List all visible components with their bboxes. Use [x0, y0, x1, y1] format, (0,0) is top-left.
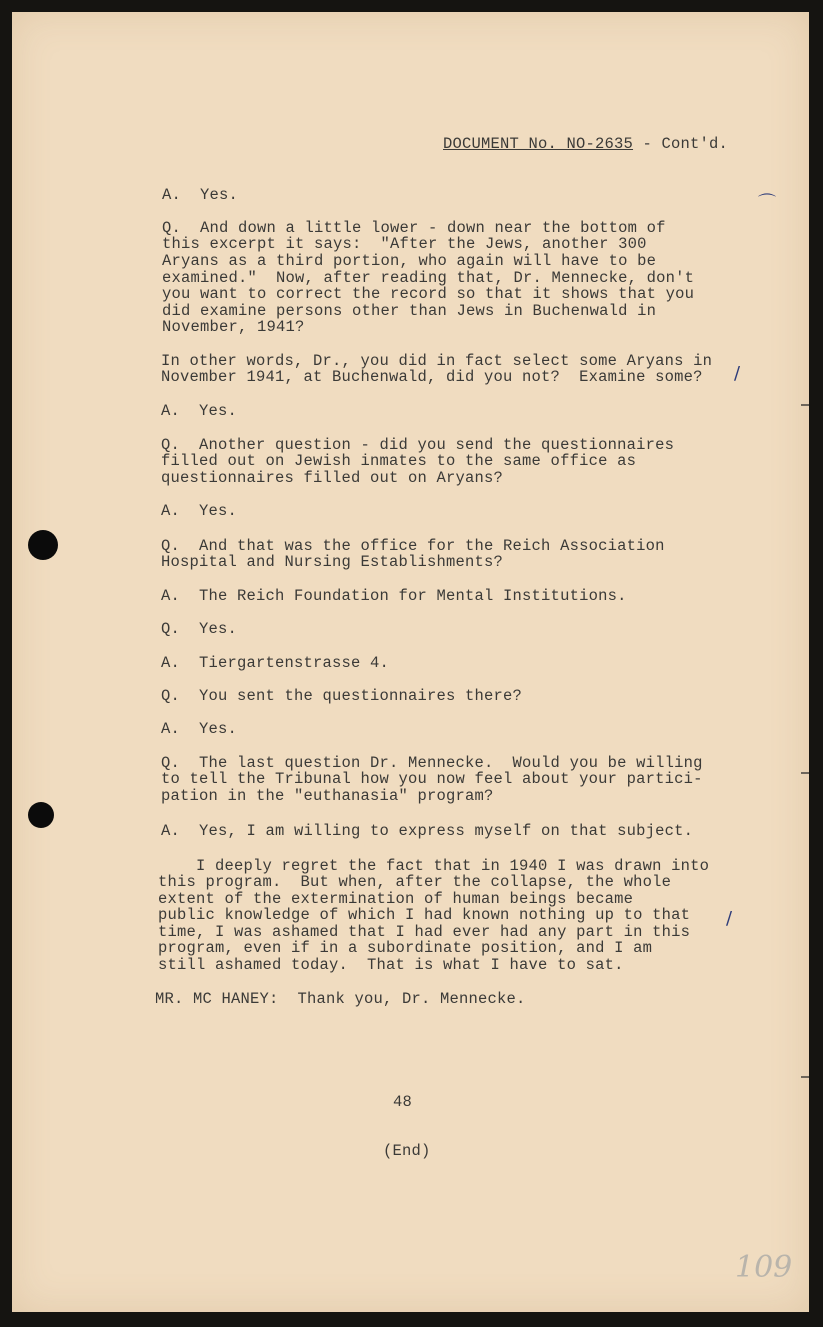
document-header	[443, 136, 728, 153]
transcript-line: A. Yes.	[162, 186, 239, 204]
transcript-line: Q. Another question - did you send the questionnaires	[161, 436, 675, 454]
transcript-line: did examine persons other than Jews in Buchenwald in	[162, 302, 657, 320]
transcript-line: In other words, Dr., you did in fact select some Aryans in	[161, 352, 713, 370]
transcript-line: Aryans as a third portion, who again will have to be	[162, 252, 657, 270]
transcript-line: program, even if in a subordinate position, and I am	[158, 939, 653, 957]
document-page	[12, 12, 809, 1312]
transcript-line: Q. Yes.	[161, 620, 238, 638]
edge-notch	[801, 1076, 809, 1078]
pen-tick-mark: ⌒	[758, 193, 776, 214]
transcript-line: Hospital and Nursing Establishments?	[161, 553, 504, 571]
transcript-line: this program. But when, after the collapse, the whole	[158, 873, 672, 891]
transcript-line: questionnaires filled out on Aryans?	[161, 469, 504, 487]
transcript-line: to tell the Tribunal how you now feel about your partici-	[161, 770, 703, 788]
transcript-line: extent of the extermination of human beings became	[158, 890, 634, 908]
transcript-line: pation in the "euthanasia" program?	[161, 787, 494, 805]
continued-label: - Cont'd.	[633, 135, 729, 153]
transcript-line: you want to correct the record so that it shows that you	[162, 285, 695, 303]
transcript-line: I deeply regret the fact that in 1940 I was drawn into	[158, 857, 710, 875]
transcript-line: A. Yes.	[161, 720, 238, 738]
end-marker: (End)	[383, 1142, 431, 1160]
transcript-line: A. Yes.	[161, 402, 238, 420]
transcript-line: Q. The last question Dr. Mennecke. Would you be willing	[161, 754, 703, 772]
punch-hole-dot	[28, 802, 54, 828]
transcript-line: still ashamed today. That is what I have to sat.	[158, 956, 624, 974]
transcript-line: A. The Reich Foundation for Mental Institutions.	[161, 587, 627, 605]
document-number: DOCUMENT No. NO-2635	[443, 135, 634, 153]
pen-check-mark: /	[726, 908, 733, 929]
transcript-line: A. Yes.	[161, 502, 238, 520]
transcript-line: time, I was ashamed that I had ever had any part in this	[158, 923, 691, 941]
transcript-line: this excerpt it says: "After the Jews, another 300	[162, 235, 647, 253]
transcript-line: A. Yes, I am willing to express myself on that subject.	[161, 822, 694, 840]
transcript-line: A. Tiergartenstrasse 4.	[161, 654, 390, 672]
edge-notch	[801, 404, 809, 406]
transcript-line: Q. And down a little lower - down near the bottom of	[162, 219, 666, 237]
transcript-line: examined." Now, after reading that, Dr. Mennecke, don't	[162, 269, 695, 287]
edge-notch	[801, 772, 809, 774]
transcript-line: November, 1941?	[162, 318, 305, 336]
transcript-line: Q. You sent the questionnaires there?	[161, 687, 523, 705]
handwritten-folio-number: 109	[735, 1250, 793, 1285]
transcript-line: Q. And that was the office for the Reich Association	[161, 537, 665, 555]
transcript-line: public knowledge of which I had known nothing up to that	[158, 906, 691, 924]
page-number: 48	[393, 1093, 413, 1111]
transcript-line: filled out on Jewish inmates to the same office as	[161, 452, 637, 470]
punch-hole-dot	[28, 530, 58, 560]
transcript-line: November 1941, at Buchenwald, did you not? Examine some?	[161, 368, 703, 386]
pen-check-mark: /	[734, 363, 741, 384]
speaker-line: MR. MC HANEY: Thank you, Dr. Mennecke.	[155, 990, 526, 1008]
